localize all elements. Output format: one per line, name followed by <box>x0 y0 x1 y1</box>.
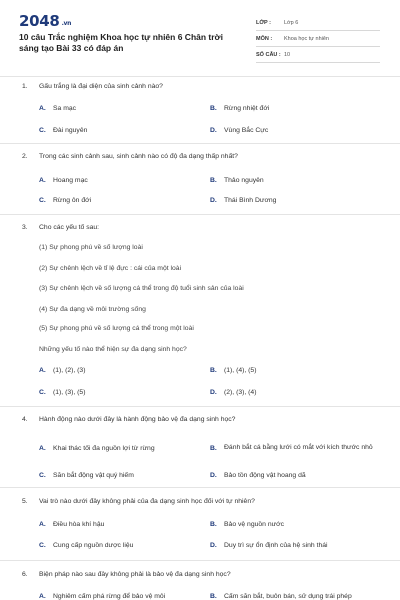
option-letter: B. <box>210 593 217 600</box>
option-d[interactable] <box>210 541 375 550</box>
meta-label: MÔN : <box>256 35 273 42</box>
option-b[interactable] <box>210 520 375 529</box>
option-d[interactable] <box>210 196 375 205</box>
option-letter: D. <box>210 542 217 549</box>
option-b[interactable] <box>210 366 375 375</box>
option-a[interactable] <box>39 520 204 529</box>
option-letter: B. <box>210 105 217 112</box>
question-4 <box>22 415 382 485</box>
question-1 <box>22 82 382 142</box>
question-number: 1. <box>22 83 28 90</box>
meta-label: SỐ CÂU : <box>256 51 281 58</box>
question-6 <box>22 570 382 600</box>
option-text: Duy trì sự ổn định của hệ sinh thái <box>224 542 328 549</box>
option-letter: A. <box>39 445 46 452</box>
question-number: 2. <box>22 153 28 160</box>
option-text: (1), (2), (3) <box>53 367 86 374</box>
question-text: Cho các yếu tố sau: <box>39 224 100 231</box>
option-c[interactable] <box>39 541 204 550</box>
option-b[interactable] <box>210 592 382 600</box>
statement-line: (5) Sự phong phú về số lượng cá thể trong một loài <box>39 325 194 332</box>
option-letter: B. <box>210 521 217 528</box>
divider <box>0 406 400 407</box>
option-text: Rừng ôn đới <box>53 197 92 204</box>
option-letter: B. <box>210 367 217 374</box>
option-letter: A. <box>39 593 46 600</box>
question-stem <box>22 415 382 424</box>
option-text: Vùng Bắc Cực <box>224 127 269 134</box>
question-text: Vai trò nào dưới đây không phải của đa dạng sinh học đối với tự nhiên? <box>39 498 255 505</box>
option-letter: D. <box>210 127 217 134</box>
question-number: 6. <box>22 571 28 578</box>
option-text: Hoang mạc <box>53 177 88 184</box>
option-letter: D. <box>210 389 217 396</box>
question-text: Biện pháp nào sau đây không phải là bảo vệ đa dạng sinh học? <box>39 571 231 578</box>
option-text: Thái Bình Dương <box>224 197 277 204</box>
meta-value: 10 <box>284 51 291 58</box>
option-a[interactable] <box>39 104 204 113</box>
option-letter: B. <box>210 445 217 452</box>
option-letter: A. <box>39 177 46 184</box>
question-stem <box>22 152 382 161</box>
option-c[interactable] <box>39 388 204 397</box>
option-d[interactable] <box>210 126 375 135</box>
meta-label: LỚP : <box>256 19 271 26</box>
option-d[interactable] <box>210 471 375 480</box>
statement-line: (3) Sự chênh lệch về số lượng cá thể trong độ tuổi sinh sản của loài <box>39 285 244 292</box>
question-stem <box>22 497 382 506</box>
question-5 <box>22 497 382 557</box>
divider <box>0 214 400 215</box>
option-c[interactable] <box>39 126 204 135</box>
option-text: (1), (4), (5) <box>224 367 257 374</box>
option-text: Cấm săn bắt, buôn bán, sử dụng trái phép <box>224 593 352 600</box>
divider <box>0 76 400 77</box>
option-text: Sa mạc <box>53 105 77 112</box>
option-letter: D. <box>210 472 217 479</box>
logo-main: 2048 <box>19 12 60 30</box>
statement-line: (4) Sự đa dạng về môi trường sống <box>39 306 146 313</box>
option-b[interactable] <box>210 444 375 453</box>
option-a[interactable] <box>39 366 204 375</box>
question-number: 3. <box>22 224 28 231</box>
divider <box>0 487 400 488</box>
option-b[interactable] <box>210 176 375 185</box>
option-text: Bảo vệ nguồn nước <box>224 521 285 528</box>
option-letter: C. <box>39 542 46 549</box>
question-stem <box>22 223 382 232</box>
option-text: Đánh bắt cá bằng lưới có mắt với kích thước nhỏ <box>224 443 373 451</box>
meta-row-subject <box>256 31 380 47</box>
option-letter: A. <box>39 521 46 528</box>
divider <box>0 560 400 561</box>
option-a[interactable] <box>39 176 204 185</box>
option-d[interactable] <box>210 388 375 397</box>
statement-line: (2) Sự chênh lệch về tỉ lệ đực : cái của một loài <box>39 265 182 272</box>
option-text: Nghiêm cấm phá rừng để bảo vệ môi <box>53 593 166 600</box>
logo-tld: .vn <box>61 20 72 27</box>
question-stem <box>22 82 382 91</box>
meta-row-count <box>256 47 380 63</box>
option-c[interactable] <box>39 196 204 205</box>
document-title: 10 câu Trắc nghiệm Khoa học tự nhiên 6 Chân trời sáng tạo Bài 33 có đáp án <box>19 32 223 53</box>
option-text: Điều hòa khí hậu <box>53 521 105 528</box>
site-logo[interactable] <box>19 12 71 30</box>
option-letter: B. <box>210 177 217 184</box>
option-text: (2), (3), (4) <box>224 389 257 396</box>
question-text: Gấu trắng là đại diện của sinh cảnh nào? <box>39 83 163 90</box>
meta-info-table <box>256 15 380 63</box>
option-a[interactable] <box>39 592 209 600</box>
meta-row-class <box>256 15 380 31</box>
option-text: Đài nguyên <box>53 127 88 134</box>
page-header <box>0 0 400 72</box>
option-text: Khai thác tối đa nguồn lợi từ rừng <box>53 445 155 452</box>
question-text: Trong các sinh cảnh sau, sinh cảnh nào có độ đa dạng thấp nhất? <box>39 153 238 160</box>
question-prompt: Những yếu tố nào thể hiện sự đa dạng sinh học? <box>39 346 187 353</box>
option-text: Bảo tồn động vật hoang dã <box>224 472 306 479</box>
option-a[interactable] <box>39 444 204 453</box>
meta-value: Lớp 6 <box>284 19 299 26</box>
option-text: Cung cấp nguồn dược liệu <box>53 542 134 549</box>
question-number: 4. <box>22 416 28 423</box>
statement-line: (1) Sự phong phú về số lượng loài <box>39 244 143 251</box>
option-text: (1), (3), (5) <box>53 389 86 396</box>
option-letter: C. <box>39 127 46 134</box>
option-letter: C. <box>39 389 46 396</box>
option-letter: A. <box>39 367 46 374</box>
question-text: Hành động nào dưới đây là hành động bảo vệ đa dạng sinh học? <box>39 416 236 423</box>
option-letter: A. <box>39 105 46 112</box>
divider <box>0 143 400 144</box>
option-text: Săn bắt động vật quý hiếm <box>53 472 134 479</box>
option-text: Thảo nguyên <box>224 177 264 184</box>
option-text: Rừng nhiệt đới <box>224 105 270 112</box>
option-c[interactable] <box>39 471 204 480</box>
question-number: 5. <box>22 498 28 505</box>
meta-value: Khoa học tự nhiên <box>284 35 329 42</box>
option-b[interactable] <box>210 104 375 113</box>
option-letter: C. <box>39 472 46 479</box>
option-letter: D. <box>210 197 217 204</box>
option-letter: C. <box>39 197 46 204</box>
question-3 <box>22 223 382 403</box>
question-2 <box>22 152 382 212</box>
question-stem <box>22 570 382 579</box>
